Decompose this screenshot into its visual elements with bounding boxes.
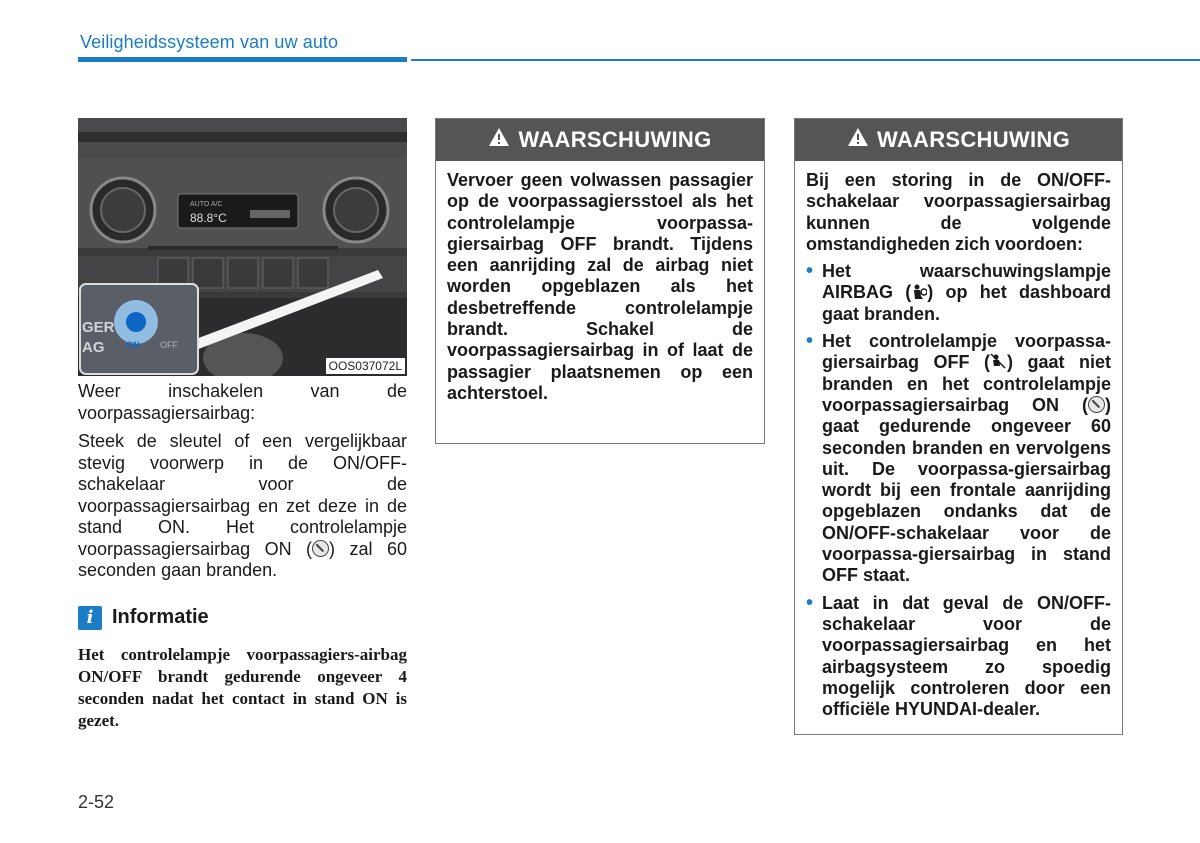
list-item <box>806 261 1111 325</box>
inset-label-1: GER <box>82 319 115 336</box>
warning-header-1 <box>436 119 764 161</box>
list-item-text: ) op het dashboard gaat branden. <box>822 282 1111 324</box>
list-item-text: ) gaat niet branden en het controlelampje voorpassagiersairbag ON ( <box>822 352 1111 415</box>
list-item <box>806 593 1111 721</box>
warning-title-1: WAARSCHUWING <box>518 127 712 152</box>
list-item-text: Het waarschuwingslampje AIRBAG ( <box>822 261 1111 303</box>
info-text: Het controlelampje voorpassagiers-airbag ON/OFF brandt gedurende ongeveer 4 seconden nadat het contact in stand ON is gezet. <box>78 644 407 730</box>
warning-box-2 <box>794 118 1123 735</box>
inset-label-2: AG <box>82 339 105 356</box>
warning-box-1 <box>435 118 765 444</box>
info-header <box>78 606 407 630</box>
display-label-ac: AUTO A/C <box>190 201 223 208</box>
reactivation-heading: Weer inschakelen van de voorpassagiersairbag: <box>78 381 407 423</box>
inset-label-off: OFF <box>160 340 178 350</box>
warning-text-2 <box>795 161 1122 736</box>
warning-text-1: Vervoer geen volwassen passagier op de voorpassagiersstoel als het controlelampje voorpassa-giersairbag OFF brandt. Tijdens een aanrijding zal de airbag niet worden opgeblazen als het desbetreffende controlelampje brandt. Schakel de voorpassagiersairbag in of laat de passagier plaatsnemen op een achterstoel. <box>447 170 753 403</box>
paragraph-text-end: ) zal 60 seconden gaan branden. <box>78 538 407 580</box>
warning-title-2: WAARSCHUWING <box>876 127 1071 152</box>
airbag-on-icon <box>312 540 329 557</box>
dashboard-photo <box>78 118 407 376</box>
page-number: 2-52 <box>78 792 115 812</box>
dashboard-illustration <box>78 118 407 376</box>
airbag-on-icon <box>1088 396 1105 413</box>
display-label-temp: 88.8°C <box>190 211 227 225</box>
airbag-warning-icon <box>911 282 927 302</box>
airbag-off-icon <box>990 352 1007 372</box>
list-item <box>806 331 1111 587</box>
warning-intro: Bij een storing in de ON/OFF-schakelaar voorpassagiersairbag kunnen de volgende omstandigheden zich voordoen: <box>806 170 1111 254</box>
list-item-text: ) gaat gedurende ongeveer 60 seconden branden en vervolgens uit. De voorpassa-giersairbag wordt bij een frontale aanrijding opgeblazen ondanks dat de ON/OFF-schakelaar voor de voorpassa-giersairbag in stand OFF staat. <box>822 394 1111 586</box>
left-column <box>78 118 407 732</box>
figure-code: OOS037072L <box>326 358 405 374</box>
info-icon: i <box>78 606 102 630</box>
list-item-text: Laat in dat geval de ON/OFF-schakelaar voor de voorpassagiersairbag en het airbagsysteem zo spoedig mogelijk controleren door een officiële HYUNDAI-dealer. <box>822 592 1111 720</box>
section-title: Veiligheidssysteem van uw auto <box>80 32 339 52</box>
header-accent-bar <box>78 57 407 62</box>
reactivation-paragraph <box>78 431 407 582</box>
warning-header-2 <box>795 119 1122 161</box>
warning-triangle-icon <box>488 127 510 153</box>
warning-triangle-icon <box>847 127 869 153</box>
info-title: Informatie <box>112 606 209 628</box>
header-rule <box>411 59 1200 61</box>
list-item-text: Het controlelampje voorpassa-giersairbag OFF ( <box>822 331 1111 373</box>
inset-label-on: ON <box>126 340 140 350</box>
paragraph-text-start: Steek de sleutel of een vergelijkbaar stevig voorwerp in de ON/OFF-schakelaar voor de voorpassagiersairbag en zet deze in de stand ON. Het controlelampje voorpassagiersairbag ON ( <box>78 431 407 559</box>
malfunction-list <box>806 261 1111 720</box>
